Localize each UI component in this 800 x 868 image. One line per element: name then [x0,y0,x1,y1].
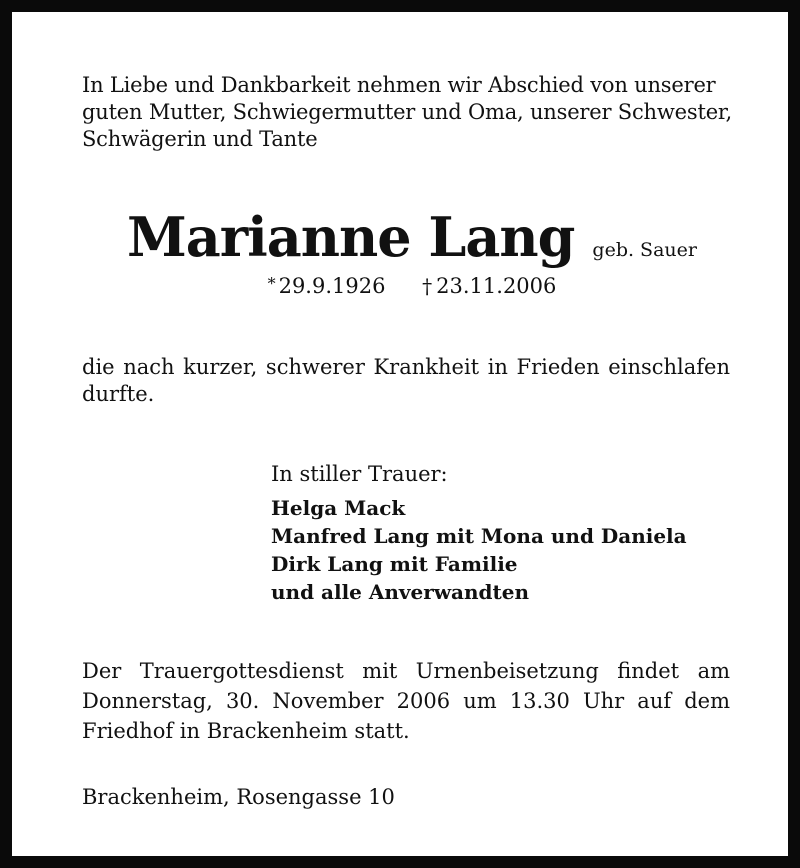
address: Brackenheim, Rosengasse 10 [82,785,395,809]
birth-date: 29.9.1926 [278,274,386,298]
death-cross-icon: † [422,274,433,298]
mourners-list [271,494,687,606]
deceased-name: Marianne Lang [127,205,575,269]
service-line: Donnerstag, 30. November 2006 um 13.30 Uhr auf dem [82,689,730,713]
death-date: 23.11.2006 [436,274,557,298]
service-paragraph [82,656,730,746]
intro-line: guten Mutter, Schwiegermutter und Oma, unserer Schwester, [82,100,732,124]
passing-line: durfte. [82,382,155,406]
mourner-name: Dirk Lang mit Familie [271,552,518,576]
passing-line: die nach kurzer, schwerer Krankheit in Frieden einschlafen [82,355,730,379]
passing-paragraph [82,354,730,408]
life-dates [12,274,800,298]
mourner-name: Helga Mack [271,496,406,520]
birth-date-group [268,274,386,298]
service-line: Der Trauergottesdienst mit Urnenbeisetzung findet am [82,659,730,683]
maiden-name: geb. Sauer [592,239,697,261]
mourning-intro: In stiller Trauer: [271,462,448,486]
birth-star-icon: * [267,274,276,293]
intro-paragraph [82,72,730,153]
intro-line: In Liebe und Dankbarkeit nehmen wir Abschied von unserer [82,73,716,97]
death-date-group [422,274,556,298]
mourner-name: Manfred Lang mit Mona und Daniela [271,524,687,548]
deceased-heading [12,205,800,269]
service-line: Friedhof in Brackenheim statt. [82,719,410,743]
mourner-name: und alle Anverwandten [271,580,530,604]
intro-line: Schwägerin und Tante [82,127,318,151]
